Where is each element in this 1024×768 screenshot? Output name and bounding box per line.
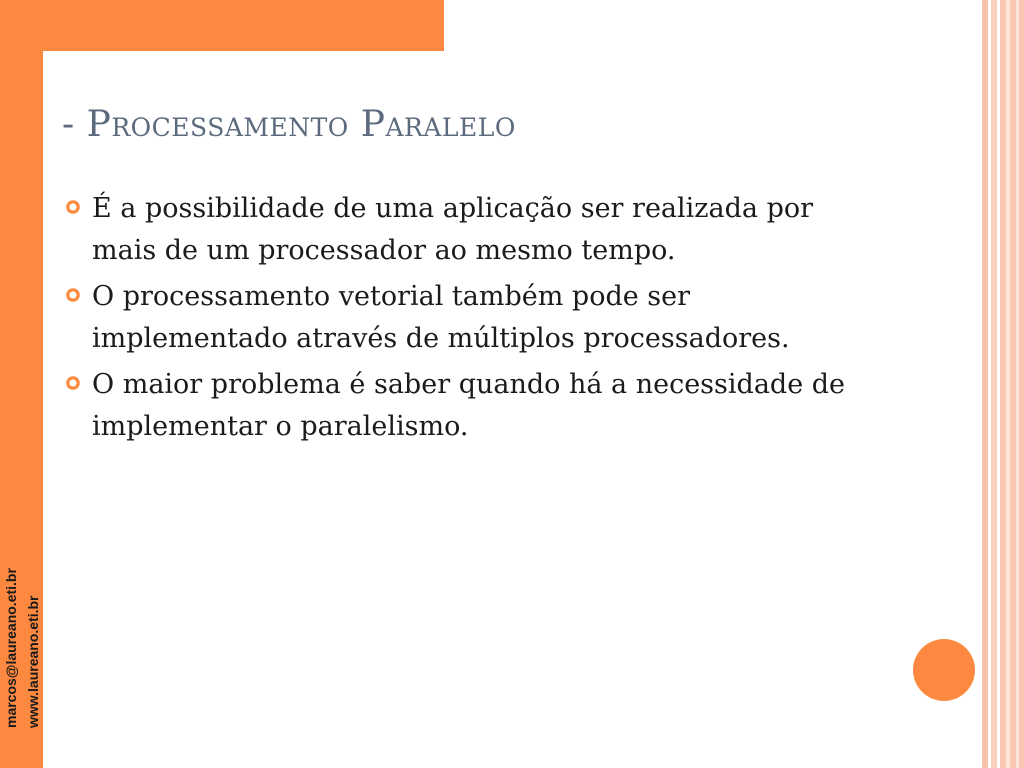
bullet-text: É a possibilidade de uma aplicação ser realizada por mais de um processador ao mesmo tempo. bbox=[92, 193, 814, 266]
bullet-text: O maior problema é saber quando há a necessidade de implementar o paralelismo. bbox=[92, 369, 846, 442]
contact-website: www.laureano.eti.br bbox=[25, 595, 41, 728]
bullet-list bbox=[64, 188, 874, 452]
side-contact-text bbox=[1, 532, 45, 732]
decorative-circle bbox=[913, 639, 975, 701]
slide-title: - Processamento Paralelo bbox=[62, 104, 516, 145]
bullet-item bbox=[64, 276, 874, 360]
right-decor-stripe bbox=[1006, 0, 1010, 768]
ring-bullet-icon bbox=[65, 287, 81, 303]
contact-email: marcos@laureano.eti.br bbox=[3, 568, 19, 728]
right-decor-stripe bbox=[1016, 0, 1019, 768]
top-accent-bar bbox=[43, 0, 444, 51]
right-decor-stripe bbox=[1000, 0, 1024, 768]
ring-bullet-icon bbox=[65, 375, 81, 391]
ring-bullet-icon bbox=[65, 199, 81, 215]
bullet-item bbox=[64, 188, 874, 272]
right-decor-stripe bbox=[991, 0, 997, 768]
right-decor-stripe bbox=[982, 0, 988, 768]
bullet-text: O processamento vetorial também pode ser implementado através de múltiplos processadores. bbox=[92, 281, 790, 354]
bullet-item bbox=[64, 364, 874, 448]
